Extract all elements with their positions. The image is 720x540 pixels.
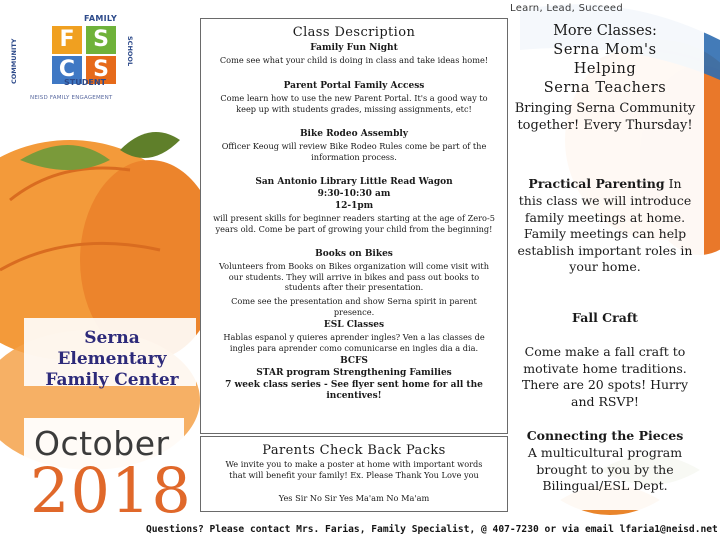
item-body: Volunteers from Books on Bikes organization will come visit with our students. They will arrive in bikes and pass out books to students after their presentation. — [219, 261, 489, 292]
item-subtitle: STAR program Strengthening Families — [256, 368, 452, 378]
item-title: Parent Portal Family Access — [283, 81, 425, 91]
fall-craft-title: Fall Craft — [572, 310, 638, 325]
logo-tile-s: S — [86, 26, 116, 54]
more-classes-title-4: Serna Teachers — [543, 80, 667, 96]
class-description-heading: Class Description — [292, 25, 416, 40]
month-label: October — [34, 424, 170, 463]
practical-parenting-section — [514, 176, 696, 193]
logo-word-school: SCHOOL — [126, 36, 134, 67]
item-body: Officer Keoug will review Bike Rodeo Rules come be part of the information process. — [221, 141, 487, 162]
practical-parenting-title: Practical Parenting — [528, 176, 665, 191]
backpacks-box — [200, 436, 508, 512]
item-body-extra: Come see the presentation and show Serna spirit in parent presence. — [231, 296, 477, 317]
tagline: Learn, Lead, Succeed — [510, 3, 624, 14]
backpacks-body: We invite you to make a poster at home with important words that will benefit your family! Ex. Please Thank You Love you — [225, 459, 483, 480]
logo-tile-f: F — [52, 26, 82, 54]
practical-parenting-lead: In — [668, 176, 682, 191]
item-title: Bike Rodeo Assembly — [299, 129, 409, 139]
item-title: ESL Classes — [323, 320, 385, 330]
more-classes-title-2: Serna Mom's — [553, 42, 657, 58]
item-title: BCFS — [340, 356, 368, 366]
logo-word-student: STUDENT — [64, 78, 106, 87]
connecting-pieces-body: A multicultural program brought to you by the Bilingual/ESL Dept. — [527, 445, 683, 493]
year-label: 2018 — [30, 454, 192, 527]
logo-tile-s2: S — [86, 56, 116, 84]
item-body: Come learn how to use the new Parent Portal. It's a good way to keep up with students grades, missing assignments, etc! — [220, 93, 488, 114]
more-classes-title-3: Helping — [573, 61, 637, 77]
item-title: Books on Bikes — [315, 249, 393, 259]
more-classes-body: Bringing Serna Community together! Every Thursday! — [514, 101, 696, 133]
item-title: Family Fun Night — [310, 43, 398, 53]
item-body: will present skills for beginner readers starting at the age of Zero-5 years old. Come be part of growing your child from the beginning! — [213, 213, 495, 234]
logo-subtitle: NEISD FAMILY ENGAGEMENT — [30, 95, 113, 101]
more-classes-title-1: More Classes: — [553, 23, 657, 39]
backpacks-line: Yes Sir No Sir Yes Ma'am No Ma'am — [278, 493, 430, 503]
item-time: 9:30-10:30 am — [317, 189, 391, 199]
contact-footer: Questions? Please contact Mrs. Farias, Family Specialist, @ 407-7230 or via email lfaria1@neisd.net — [146, 524, 718, 535]
logo-tile-c: C — [52, 56, 82, 84]
logo-word-community: COMMUNITY — [10, 38, 18, 84]
item-body: Hablas espanol y quieres aprender ingles? Ven a las classes de ingles para aprender como comunicarse en ingles dia a dia. — [223, 332, 485, 353]
connecting-pieces-title: Connecting the Pieces — [526, 428, 684, 443]
item-time: 12-1pm — [334, 201, 374, 211]
item-body: Come see what your child is doing in class and take ideas home! — [219, 55, 489, 65]
fscs-logo — [10, 14, 148, 106]
center-title: Serna Elementary Family Center — [45, 328, 179, 390]
fall-craft-body: Come make a fall craft to motivate home traditions. There are 20 spots! Hurry and RSVP! — [521, 344, 689, 409]
logo-word-family: FAMILY — [84, 14, 118, 23]
class-description-box — [200, 18, 508, 434]
practical-parenting-body: this class we will introduce family meetings at home. Family meetings can help establish important roles in your home. — [517, 193, 693, 274]
item-title: San Antonio Library Little Read Wagon — [255, 177, 453, 187]
item-body: 7 week class series - See flyer sent home for all the incentives! — [225, 380, 483, 401]
backpacks-heading: Parents Check Back Packs — [262, 443, 446, 458]
